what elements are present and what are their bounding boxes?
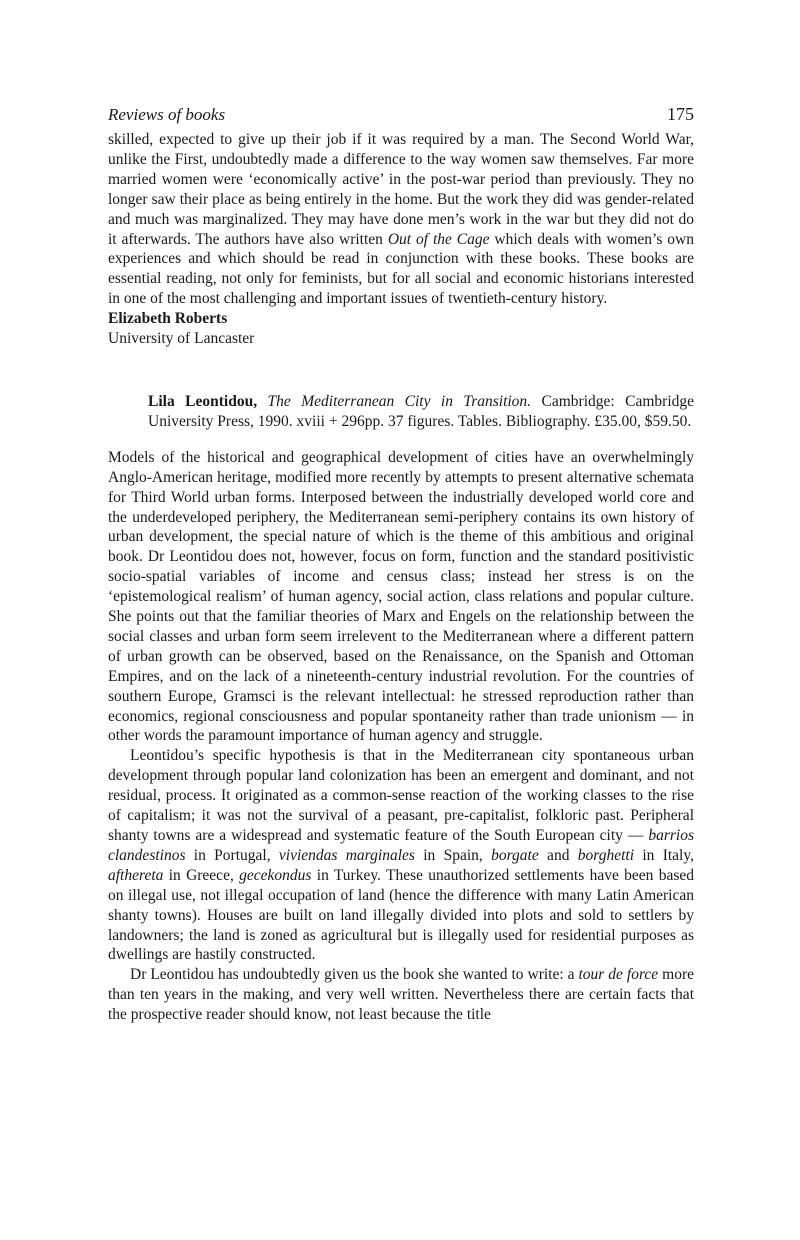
text-run: more than ten years in the making, and very well written. Nevertheless there are certain facts that the prospective reader should know, not least because the title <box>108 966 694 1024</box>
text-run: and <box>538 846 578 864</box>
text-run: Dr Leontidou has undoubtedly given us the book she wanted to write: a <box>130 966 579 984</box>
italic-text: viviendas marginales <box>278 846 415 864</box>
book-details: Cambridge: Cambridge University Press, 1990. xviii + 296pp. 37 figures. Tables. Bibliography. £35.00, $59.50. <box>148 392 695 430</box>
book-citation <box>148 392 694 432</box>
text-run: which deals with women’s own experiences and which should be read in conjunction with these books. These books are essential reading, not only for feminists, but for all social and economic historians interested in one of the most challenging and important issues of twentieth-century history. <box>108 230 694 308</box>
text-run: in Greece, <box>163 866 240 884</box>
italic-text: barrios clandestinos <box>108 827 694 864</box>
review-paragraph <box>108 746 694 965</box>
reviewer-affiliation: University of Lancaster <box>108 330 255 348</box>
text-run: in Italy, <box>634 846 694 864</box>
text-run: skilled, expected to give up their job if it was required by a man. The Second World War, unlike the First, undoubtedly made a difference to the way women saw themselves. Far more married women were ‘economically active’ in the post-war period than previously. They no longer saw their place as being entirely in the home. But the work they did was gender-related and much was marginalized. They may have done men’s work in the war but they did not do it afterwards. The authors have also written <box>108 131 694 248</box>
text-run: in Portugal, <box>185 846 279 864</box>
book-author: Lila Leontidou, <box>148 392 258 410</box>
text-run: in Spain, <box>414 846 492 864</box>
page <box>108 104 694 1025</box>
italic-text: borgate <box>491 846 539 864</box>
reviewer-name: Elizabeth Roberts <box>108 310 228 328</box>
page-header <box>108 104 694 130</box>
text-run: Models of the historical and geographical development of cities have an overwhelmingly Anglo-American heritage, modified more recently by attempts to present alternative schemata for Third World urban forms. Interposed between the industrially developed world core and the underdeveloped periphery, the Mediterranean semi-periphery contains its own history of urban development, the special nature of which is the theme of this ambitious and original book. Dr Leontidou does not, however, focus on form, function and the standard positivistic socio-spatial variables of income and census class; instead her stress is on the ‘epistemological realism’ of human agency, social action, class relations and popular culture. She points out that the familiar theories of Marx and Engels on the relationship between the social classes and urban form seem irrelevent to the Mediterranean where a different pattern of urban growth can be observed, based on the Renaissance, on the Spanish and Ottoman Empires, and on the lack of a nineteenth-century industrial revolution. For the countries of southern Europe, Gramsci is the relevant intellectual: he stressed reproduction rather than economics, regional consciousness and popular spontaneity rather than trade unionism — in other words the paramount importance of human agency and struggle. <box>108 448 694 745</box>
page-number: 175 <box>667 104 694 124</box>
book-title: The Mediterranean City in Transition. <box>267 392 532 410</box>
text-run: in Turkey. These unauthorized settlements have been based on illegal use, not illegal occupation of land (hence the difference with many Latin American shanty towns). Houses are built on land illegally divided into plots and sold to settlers by landowners; the land is zoned as agricultural but is illegally used for residential purposes as dwellings are hastily constructed. <box>108 866 694 964</box>
review-paragraph <box>108 965 694 1025</box>
italic-text: borghetti <box>577 846 635 864</box>
italic-text: Out of the Cage <box>387 230 490 248</box>
text-run: Leontidou’s specific hypothesis is that in the Mediterranean city spontaneous urban development through popular land colonization has been an emergent and dominant, and not residual, process. It originated as a common-sense reaction of the working classes to the rise of capitalism; it was not the survival of a peasant, pre-capitalist, folkloric past. Peripheral shanty towns are a widespread and systematic feature of the South European city — <box>108 747 694 844</box>
italic-text: gecekondus <box>239 866 312 884</box>
review-paragraph <box>108 448 694 747</box>
italic-text: tour de force <box>578 966 659 984</box>
review-paragraph <box>108 130 694 309</box>
running-title: Reviews of books <box>108 105 226 124</box>
italic-text: afthereta <box>108 866 164 884</box>
